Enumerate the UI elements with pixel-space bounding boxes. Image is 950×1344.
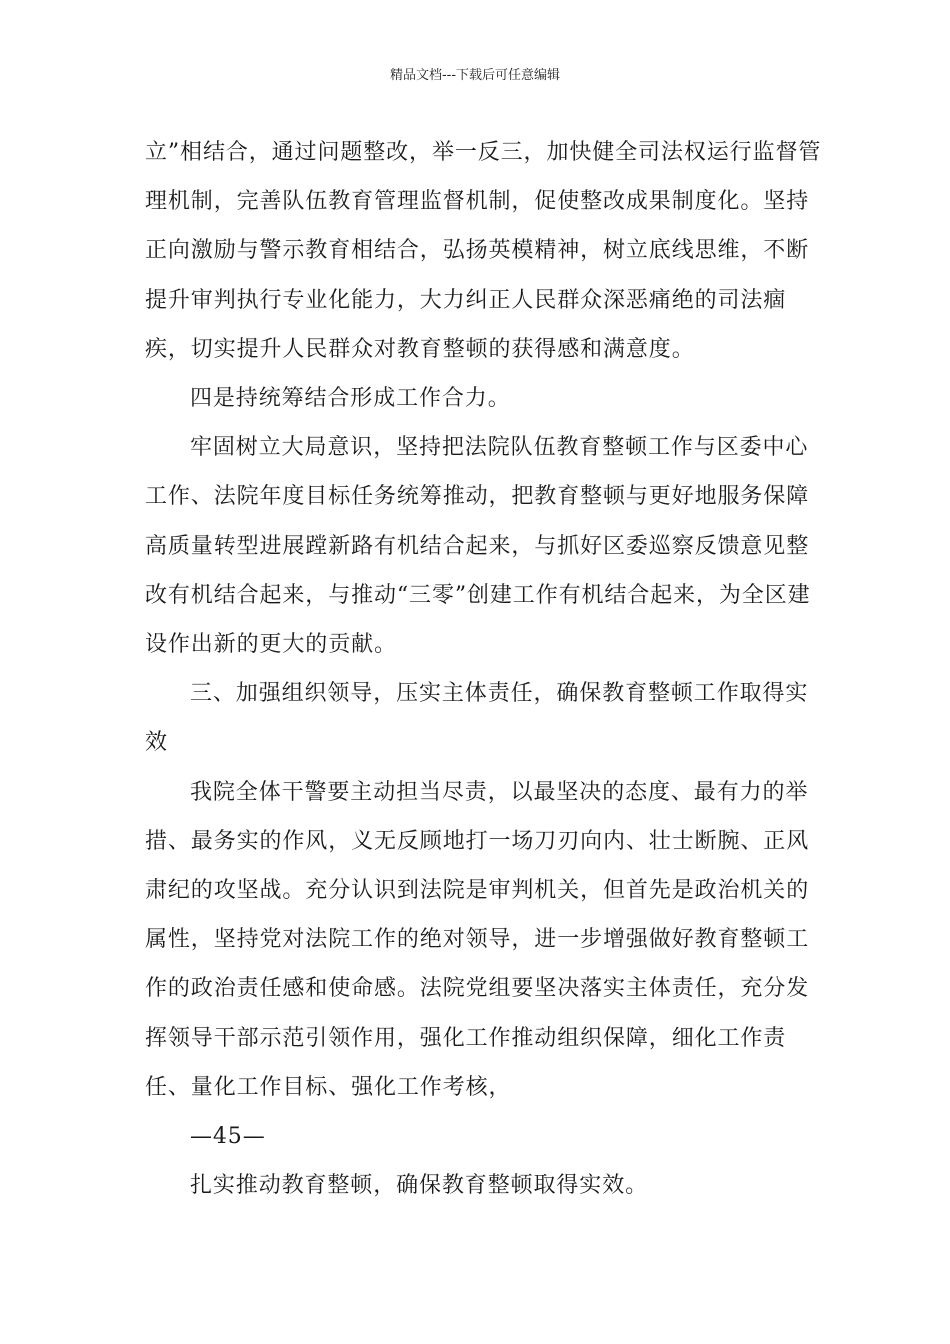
paragraph-heading-four: 四是持统筹结合形成工作合力。 bbox=[190, 386, 511, 412]
page-number: —45— bbox=[190, 1124, 266, 1150]
paragraph-continuation: 立”相结合，通过问题整改，举一反三，加快健全司法权运行监督管理机制，完善队伍教育管理监督机制，促使整改成果制度化。坚持正向激励与警示教育相结合，弘扬英模精神，树立底线思维，不断提升审判执行专业化能力，大力纠正人民群众深恶痛绝的司法痼疾，切实提升人民群众对教育整顿的获得感和满意度。 bbox=[145, 140, 822, 362]
paragraph-overall-awareness: 牢固树立大局意识，坚持把法院队伍教育整顿工作与区委中心工作、法院年度目标任务统筹推动，把教育整顿与更好地服务保障高质量转型进展蹚新路有机结合起来，与抓好区委巡察反馈意见整改有机结合起来，与推动“三零”创建工作有机结合起来，为全区建设作出新的更大的贡献。 bbox=[145, 435, 811, 658]
page-header: 精品文档---下载后可任意编辑 bbox=[389, 68, 561, 83]
paragraph-responsibility: 我院全体干警要主动担当尽责，以最坚决的态度、最有力的举措、最务实的作风，义无反顾地打一场刀刃向内、壮士断腕、正风肃纪的攻坚战。充分认识到法院是审判机关，但首先是政治机关的属性，坚持党对法院工作的绝对领导，进一步增强做好教育整顿工作的政治责任感和使命感。法院党组要坚决落实主体责任，充分发挥领导干部示范引领作用，强化工作推动组织保障，细化工作责任、量化工作目标、强化工作考核， bbox=[145, 779, 810, 1100]
paragraph-closing: 扎实推动教育整顿，确保教育整顿取得实效。 bbox=[190, 1173, 649, 1199]
section-heading-three: 三、加强组织领导，压实主体责任，确保教育整顿工作取得实效 bbox=[145, 681, 809, 756]
document-body bbox=[145, 128, 825, 1210]
